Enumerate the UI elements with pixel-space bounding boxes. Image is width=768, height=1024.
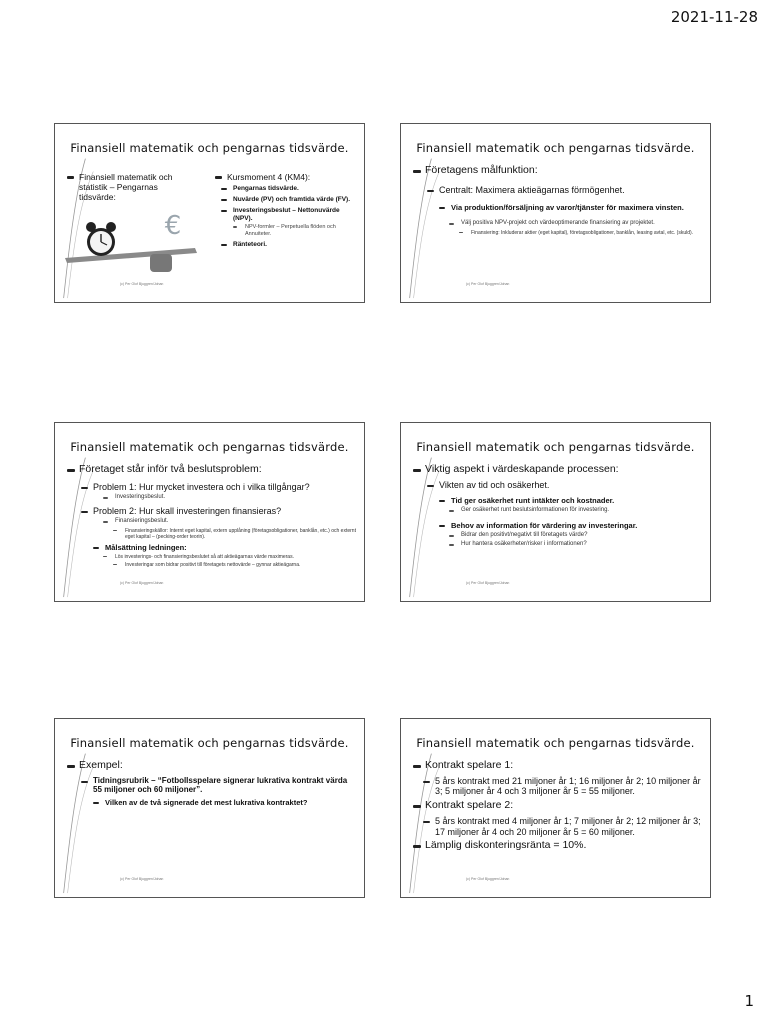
sub-bullet: Problem 2: Hur skall investeringen finansieras? bbox=[81, 506, 356, 517]
sub-bullet: Vikten av tid och osäkerhet. bbox=[427, 480, 702, 491]
slide-title: Finansiell matematik och pengarnas tidsvärde. bbox=[416, 440, 695, 454]
bullet: Företaget står inför två beslutsproblem: bbox=[67, 463, 356, 476]
sub-bullet: Problem 1: Hur mycket investera och i vilka tillgångar? bbox=[81, 482, 356, 493]
slide-title: Finansiell matematik och pengarnas tidsvärde. bbox=[70, 141, 349, 155]
level3-bullet: Finansieringsbeslut. bbox=[103, 518, 356, 525]
slide-5 bbox=[54, 718, 365, 898]
sub-bullet: Nuvärde (PV) och framtida värde (FV). bbox=[221, 196, 360, 204]
sub-bullet-bold: Målsättning ledningen: bbox=[93, 543, 356, 552]
bullet: Kontrakt spelare 2: bbox=[413, 799, 702, 812]
level4-bullet: Ger osäkerhet runt beslutsinformationen för investering. bbox=[449, 507, 702, 514]
level5-bullet: Finansiering: Inkluderar aktier (eget kapital), företagsobligationer, banklån, leasing avtal, etc. (skuld). bbox=[459, 230, 702, 236]
level4-bullet: Finansieringskällor: Internt eget kapital, extern upplåning (företagsobligationer, banklån, etc.) och externt eget kapital – (pecking-order teorin). bbox=[113, 528, 356, 540]
sub-sub-bullet: Vilken av de två signerade det mest lukrativa kontraktet? bbox=[93, 798, 356, 807]
slide-footer: (c) Per Olof Bjuggren/Johan bbox=[466, 282, 510, 286]
bullet: Viktig aspekt i värdeskapande processen: bbox=[413, 463, 702, 476]
sub-bullet: Centralt: Maximera aktieägarnas förmögenhet. bbox=[427, 185, 702, 196]
slide-footer: (c) Per Olof Bjuggren/Johan bbox=[466, 581, 510, 585]
slide-title: Finansiell matematik och pengarnas tidsvärde. bbox=[70, 736, 349, 750]
sub-bullet: Investeringsbeslut – Nettonuvärde (NPV). bbox=[221, 207, 360, 223]
sub-sub-bullet: Tid ger osäkerhet runt intäkter och kostnader. bbox=[439, 496, 702, 505]
slide-1 bbox=[54, 123, 365, 303]
bullet: Kontrakt spelare 1: bbox=[413, 759, 702, 772]
bullet: Finansiell matematik och statistik – Pengarnas tidsvärde: bbox=[67, 172, 192, 203]
slide-2 bbox=[400, 123, 711, 303]
level4-bullet: Bidrar den positivt/negativt till företagets värde? bbox=[449, 532, 702, 539]
sub-bullet: Ränteteori. bbox=[221, 241, 360, 249]
sub-bullet: 5 års kontrakt med 21 miljoner år 1; 16 miljoner år 2; 10 miljoner år 3; 5 miljoner år 4 och 3 miljoner år 5 = 55 miljoner. bbox=[423, 776, 702, 798]
slide-footer: (c) Per Olof Bjuggren/Johan bbox=[120, 877, 164, 881]
page-number: 1 bbox=[744, 992, 754, 1010]
sub-sub-bullet: NPV-formler – Perpetuella flöden och Annuiteter. bbox=[233, 224, 360, 237]
sub-bullet: 5 års kontrakt med 4 miljoner år 1; 7 miljoner år 2; 12 miljoner år 3; 17 miljoner år 4 och 20 miljoner år 5 = 60 miljoner. bbox=[423, 816, 702, 838]
slide-6 bbox=[400, 718, 711, 898]
slide-title: Finansiell matematik och pengarnas tidsvärde. bbox=[416, 141, 695, 155]
bullet: Företagens målfunktion: bbox=[413, 164, 702, 177]
bullet: Kursmoment 4 (KM4): bbox=[215, 172, 360, 182]
slide-footer: (c) Per Olof Bjuggren/Johan bbox=[120, 282, 164, 286]
level3-bullet: Investeringsbeslut. bbox=[103, 494, 356, 501]
sub-sub-bullet: Behov av information för värdering av investeringar. bbox=[439, 521, 702, 530]
svg-text:€: € bbox=[164, 212, 182, 241]
slide-title: Finansiell matematik och pengarnas tidsvärde. bbox=[70, 440, 349, 454]
slide-footer: (c) Per Olof Bjuggren/Johan bbox=[120, 581, 164, 585]
level4-bullet: Investeringar som bidrar positivt till företagets nettovärde – gynnar aktieägarna. bbox=[113, 562, 356, 568]
header-date: 2021-11-28 bbox=[670, 8, 758, 26]
sub-sub-bullet: Via produktion/försäljning av varor/tjänster för maximera vinsten. bbox=[439, 203, 702, 212]
sub-bullet: Pengarnas tidsvärde. bbox=[221, 185, 360, 193]
level3-bullet: Lös investerings- och finansieringsbeslutet så att aktieägarnas värde maximeras. bbox=[103, 554, 356, 560]
sub-bullet: Tidningsrubrik – “Fotbollsspelare signerar lukrativa kontrakt värda 55 miljoner och 60 miljoner”. bbox=[81, 776, 356, 795]
level4-bullet: Välj positiva NPV-projekt och värdeoptimerande finansiering av projektet. bbox=[449, 220, 702, 227]
slide-footer: (c) Per Olof Bjuggren/Johan bbox=[466, 877, 510, 881]
slide-3 bbox=[54, 422, 365, 602]
bullet: Exempel: bbox=[67, 759, 356, 772]
bullet: Lämplig diskonteringsränta = 10%. bbox=[413, 839, 702, 852]
slide-title: Finansiell matematik och pengarnas tidsvärde. bbox=[416, 736, 695, 750]
clock-euro-seesaw-image bbox=[65, 212, 200, 274]
slide-4 bbox=[400, 422, 711, 602]
level4-bullet: Hur hantera osäkerheter/risker i informationen? bbox=[449, 541, 702, 548]
